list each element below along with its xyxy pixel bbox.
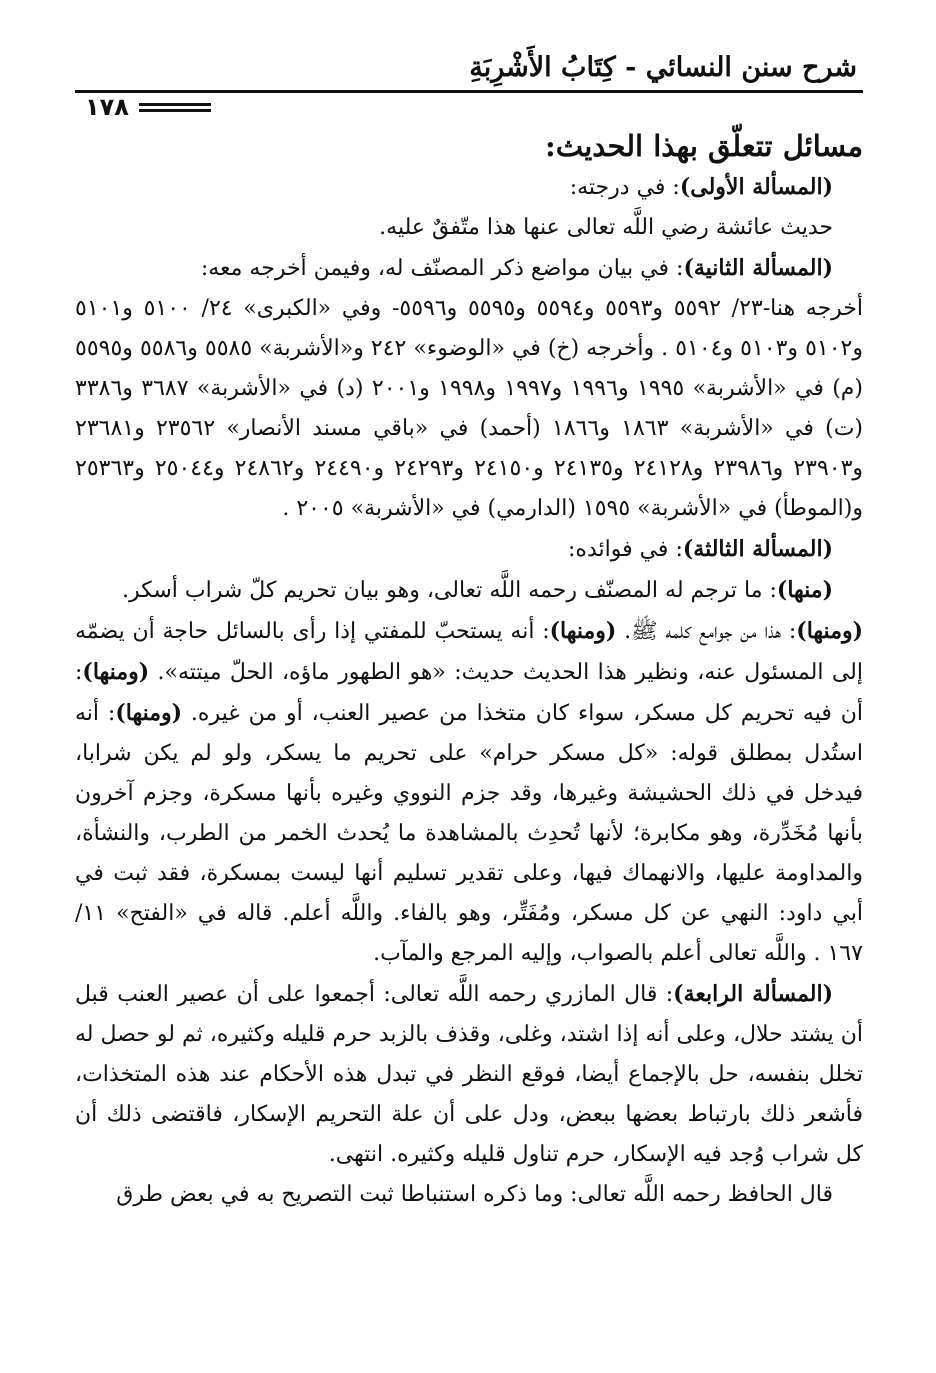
double-rule-line bbox=[139, 109, 211, 112]
masala-title: (المسألة الأولى) bbox=[679, 174, 833, 200]
benefit-label: (منها) bbox=[776, 577, 833, 603]
book-page bbox=[75, 48, 863, 1215]
masala-subtitle: : في درجته: bbox=[569, 175, 680, 200]
paragraph-masala-4 bbox=[75, 974, 863, 1175]
paragraph-takhrij: أخرجه هنا-٢٣/ ٥٥٩٢ و٥٥٩٣ و٥٥٩٤ و٥٥٩٥ و٥٥٩٦- وفي «الكبرى» ٢٤/ ٥١٠٠ و٥١٠١ و٥١٠٢ و٥١٠٣ و٥١٠٤ . وأخرجه (خ) في «الوضوء» ٢٤٢ و«الأشربة» ٥٥٨٥ و٥٥٨٦ و٥٥٩٥ (م) في «الأشربة» ١٩٩٥ و١٩٩٦ و١٩٩٧ و١٩٩٨ و٢٠٠١ (د) في «الأشربة» ٣٦٨٧ و٣٣٨٦ (ت) في «الأشربة» ١٨٦٣ و١٨٦٦ (أحمد) في «باقي مسند الأنصار» ٢٣٥٦٢ و٢٣٦٨١ و٢٣٩٠٣ و٢٣٩٨٦ و٢٤١٢٨ و٢٤١٣٥ و٢٤١٥٠ و٢٤٢٩٣ و٢٤٤٩٠ و٢٤٨٦٢ و٢٥٠٤٤ و٢٥٣٦٣ و(الموطأ) في «الأشربة» ١٥٩٥ (الدارمي) في «الأشربة» ٢٠٠٥ . bbox=[75, 296, 864, 521]
paragraph-benefit-1 bbox=[75, 570, 863, 611]
benefit-label: (ومنها) bbox=[549, 618, 617, 644]
masala-subtitle: : في بيان مواضع ذكر المصنّف له، وفيمن أخرجه معه: bbox=[200, 256, 684, 281]
double-rule-line bbox=[139, 103, 211, 106]
paragraph-hafiz: قال الحافظ رحمه اللَّه تعالى: وما ذكره استنباطا ثبت التصريح به في بعض طرق bbox=[116, 1182, 833, 1207]
paragraph-masala-2 bbox=[75, 248, 863, 289]
body-text bbox=[75, 167, 863, 1215]
benefit-label: (ومنها) bbox=[82, 659, 150, 685]
benefit-text: : هذا من جوامع كلمه ﷺ. bbox=[616, 619, 797, 644]
benefit-text: : أنه استُدل بمطلق قوله: «كل مسكر حرام» على تحريم ما يسكر، ولو لم يكن شرابا، فيدخل في ذلك الحشيشة وغيرها، وقد جزم النووي وغيره بأنها مسكرة، وجزم آخرون بأنها مُخَدِّرة، وهو مكابرة؛ لأنها تُحدِث بالمشاهدة ما يُحدث الخمر من الطرب، والنشأة، والمداومة عليها، والانهماك فيها، وعلى تقدير تسليم أنها ليست بمسكرة، فقد ثبت في أبي داود: النهي عن كل مسكر، ومُفَتِّر، وهو بالفاء. واللَّه أعلم. قاله في «الفتح» ١١/ ١٦٧ . واللَّه تعالى أعلم بالصواب، وإليه المرجع والمآب. bbox=[75, 701, 863, 966]
page-number-row bbox=[75, 93, 863, 121]
benefit-text: : أنه يستحبّ للمفتي إذا رأى بالسائل حاجة أن يضمّه إلى المسئول عنه، ونظير هذا الحديث حديث: «هو الطهور ماؤه، الحلّ ميتته». bbox=[75, 619, 863, 685]
benefit-text: : ما ترجم له المصنّف رحمه اللَّه تعالى، وهو بيان تحريم كلّ شراب أسكر. bbox=[122, 578, 777, 603]
benefit-text: : أن فيه تحريم كل مسكر، سواء كان متخذا من عصير العنب، أو من غيره. bbox=[75, 660, 863, 726]
masala-title: (المسألة الثانية) bbox=[683, 255, 833, 281]
paragraph-masala-3 bbox=[75, 529, 863, 570]
masala-title: (المسألة الثالثة) bbox=[682, 536, 833, 562]
masala-title: (المسألة الرابعة) bbox=[673, 981, 834, 1007]
benefit-label: (ومنها) bbox=[796, 618, 864, 644]
page-number: ١٧٨ bbox=[85, 93, 129, 121]
masala-text: : قال المازري رحمه اللَّه تعالى: أجمعوا على أن عصير العنب قبل أن يشتد حلال، وعلى أنه إذا اشتد، وغلى، وقذف بالزبد حرم قليله وكثيره، ثم لو حصل له تخلل بنفسه، حل بالإجماع أيضا، فوقع النظر في تبدل هذه الأحكام عند هذه المتخذات، فأشعر ذلك بارتباط بعضها ببعض، ودل على أن علة التحريم الإسكار، فاقتضى ذلك أن كل شراب وُجد فيه الإسكار، حرم تناول قليله وكثيره. انتهى. bbox=[75, 982, 863, 1167]
page-number-rules bbox=[139, 103, 211, 112]
masala-subtitle: : في فوائده: bbox=[568, 537, 683, 562]
paragraph-benefits bbox=[75, 611, 863, 974]
section-heading: مسائل تتعلّق بهذا الحديث: bbox=[545, 129, 863, 163]
paragraph-hadith-grade: حديث عائشة رضي اللَّه تعالى عنها هذا متّفقٌ عليه. bbox=[379, 215, 833, 240]
paragraph-masala-1 bbox=[75, 167, 863, 208]
benefit-label: (ومنها) bbox=[115, 700, 183, 726]
running-header-title: شرح سنن النسائي - كِتَابُ الأَشْرِبَةِ bbox=[469, 52, 857, 83]
